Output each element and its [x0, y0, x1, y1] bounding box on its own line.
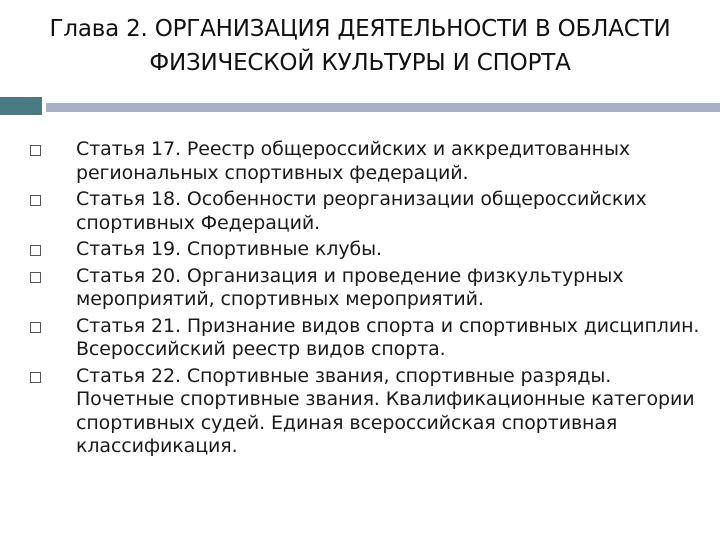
list-item-text: Статья 22. Спортивные звания, спортивные разряды. Почетные спортивные звания. Квалификационные категории спортивных судей. Единая всероссийская спортивная классификация.	[76, 364, 695, 457]
accent-block	[0, 97, 42, 115]
square-bullet-icon	[30, 372, 41, 383]
list-item	[30, 238, 710, 262]
slide-title	[0, 12, 720, 80]
slide-title-line-2: ФИЗИЧЕСКОЙ КУЛЬТУРЫ И СПОРТА	[149, 50, 571, 76]
slide-title-line-1: Глава 2. ОРГАНИЗАЦИЯ ДЕЯТЕЛЬНОСТИ В ОБЛАСТИ	[49, 16, 671, 42]
list-item	[30, 315, 710, 362]
list-item-text: Статья 19. Спортивные клубы.	[76, 238, 382, 260]
square-bullet-icon	[30, 245, 41, 256]
list-item	[30, 365, 710, 459]
square-bullet-icon	[30, 322, 41, 333]
list-item-text: Статья 21. Признание видов спорта и спортивных дисциплин. Всероссийский реестр видов спорта.	[76, 314, 700, 360]
article-list	[30, 138, 710, 462]
list-item-text: Статья 20. Организация и проведение физкультурных мероприятий, спортивных мероприятий.	[76, 264, 624, 310]
square-bullet-icon	[30, 272, 41, 283]
list-item-text: Статья 17. Реестр общероссийских и аккредитованных региональных спортивных федераций.	[76, 138, 631, 184]
list-item	[30, 265, 710, 312]
square-bullet-icon	[30, 145, 41, 156]
list-item	[30, 138, 710, 185]
title-divider-rule	[46, 103, 720, 112]
list-item-text: Статья 18. Особенности реорганизации общероссийских спортивных Федераций.	[76, 188, 647, 234]
list-item	[30, 188, 710, 235]
square-bullet-icon	[30, 195, 41, 206]
